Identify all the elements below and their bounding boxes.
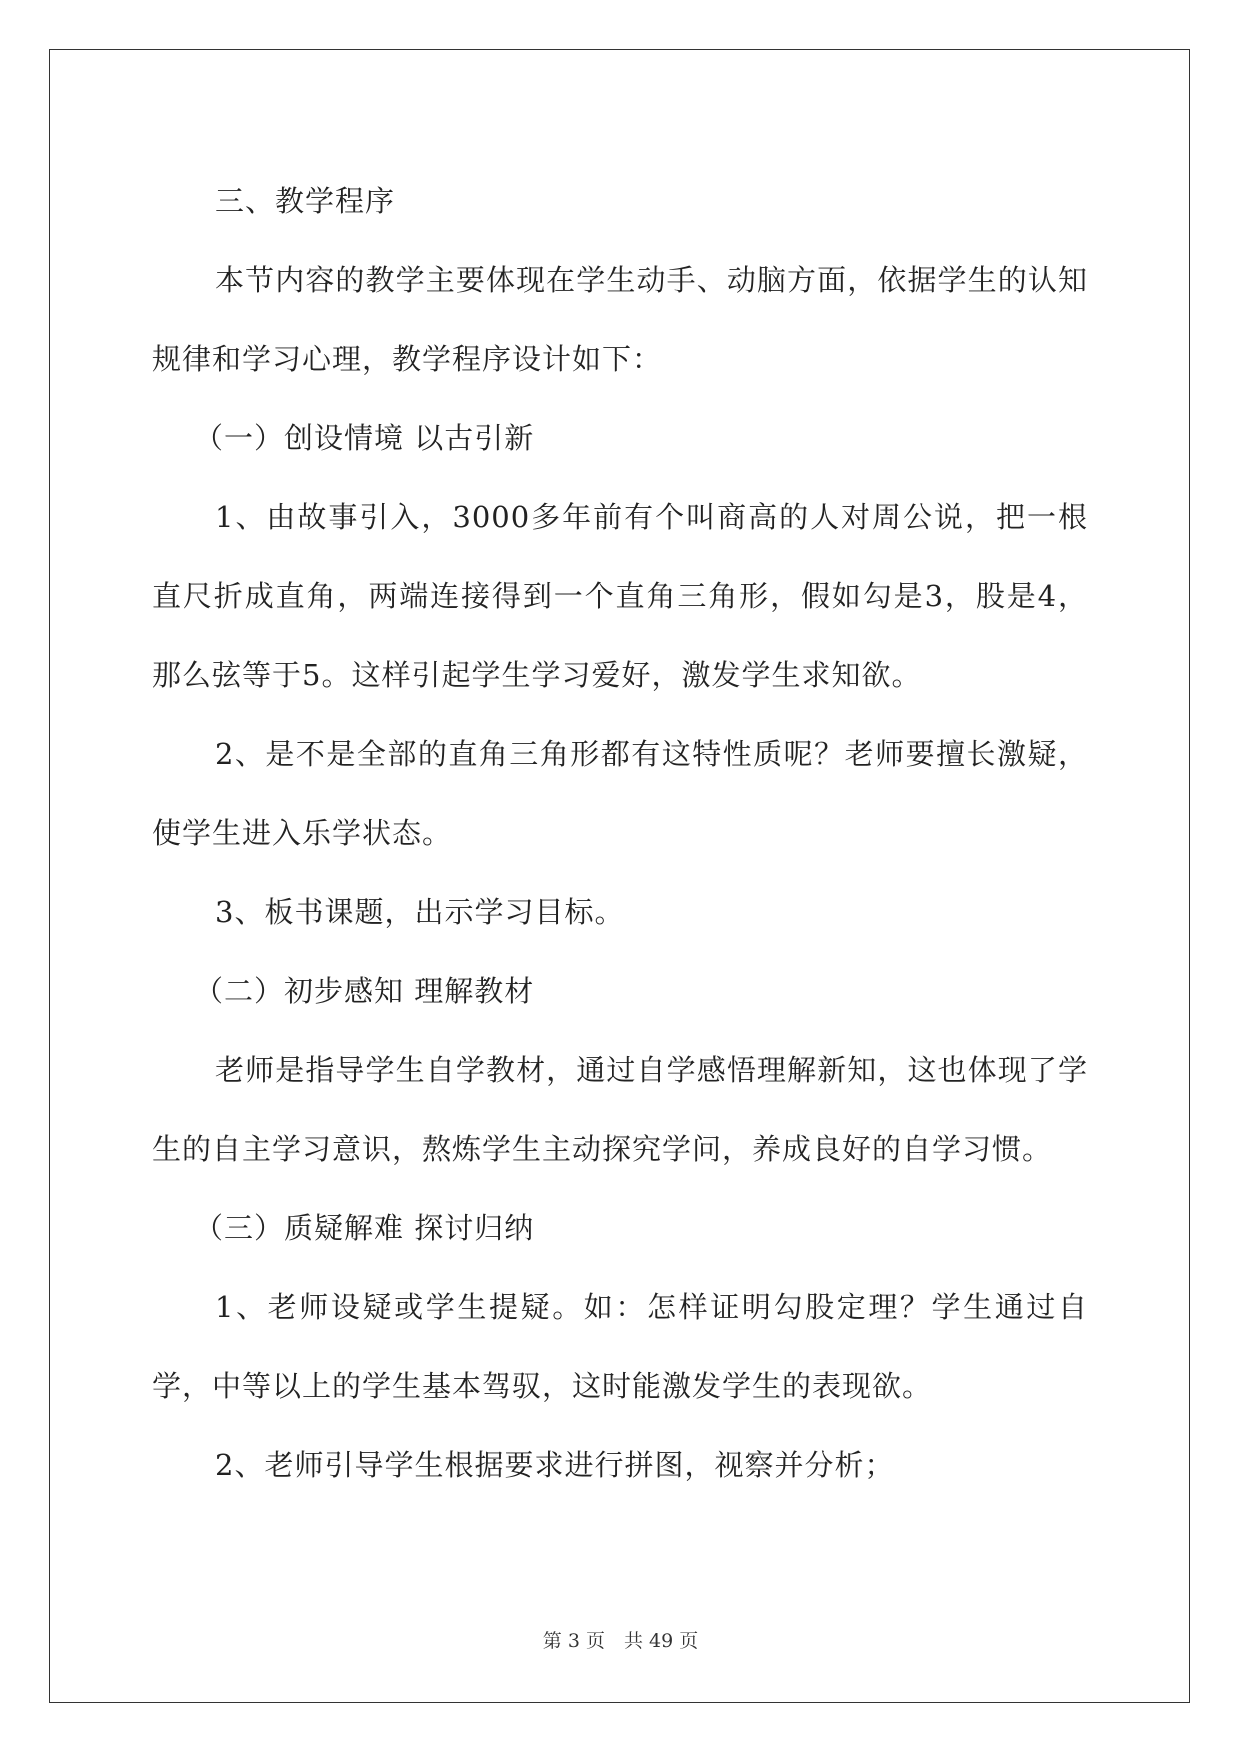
subsection-heading: （三）质疑解难 探讨归纳 xyxy=(194,1211,535,1245)
document-body xyxy=(152,162,1088,1505)
paragraph: 1、老师设疑或学生提疑。如：怎样证明勾股定理？学生通过自学，中等以上的学生基本驾驭，这时能激发学生的表现欲。 xyxy=(152,1290,1088,1403)
subsection-heading: （一）创设情境 以古引新 xyxy=(194,421,535,455)
paragraph: 3、板书课题，出示学习目标。 xyxy=(215,895,625,929)
section-heading: 三、教学程序 xyxy=(215,184,396,218)
page-footer: 第 3 页 共 49 页 xyxy=(542,1630,699,1652)
subsection-heading: （二）初步感知 理解教材 xyxy=(194,974,535,1008)
paragraph: 2、是不是全部的直角三角形都有这特性质呢？老师要擅长激疑，使学生进入乐学状态。 xyxy=(152,737,1088,850)
paragraph: 老师是指导学生自学教材，通过自学感悟理解新知，这也体现了学生的自主学习意识，熬炼学生主动探究学问，养成良好的自学习惯。 xyxy=(152,1053,1088,1166)
paragraph: 本节内容的教学主要体现在学生动手、动脑方面，依据学生的认知规律和学习心理，教学程序设计如下： xyxy=(152,263,1088,376)
paragraph: 1、由故事引入，3000多年前有个叫商高的人对周公说，把一根直尺折成直角，两端连接得到一个直角三角形，假如勾是3，股是4，那么弦等于5。这样引起学生学习爱好，激发学生求知欲。 xyxy=(152,500,1088,692)
paragraph: 2、老师引导学生根据要求进行拼图，视察并分析； xyxy=(215,1448,895,1482)
